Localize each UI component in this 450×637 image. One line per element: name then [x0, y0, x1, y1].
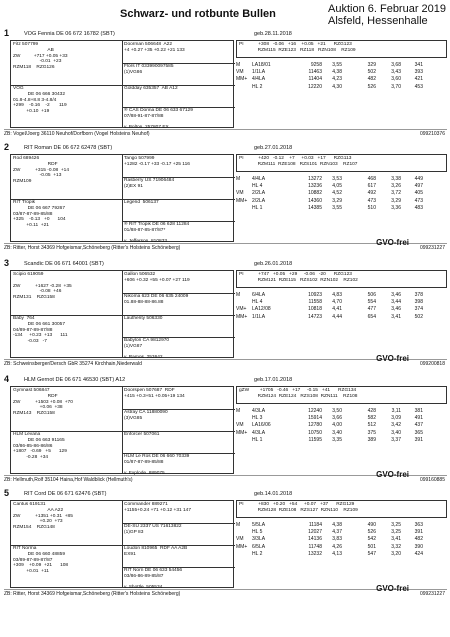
breeder-id: 099160885 [419, 477, 445, 483]
breeder-text: ZB: Hellmuth,Rolf 35104 Haina,Hof Waldblick (Hellmuth's) [4, 477, 133, 483]
performance-cell: 3,29 [391, 197, 401, 204]
performance-cell: 4/3LA [252, 429, 266, 436]
performance-cell: 3,43 [391, 69, 401, 76]
performance-cell: 5/5LA [252, 522, 266, 528]
performance-panel [236, 40, 447, 128]
sire-dam-cell: Nikoma 623 DE 06 635 24009 01.88-88-88-86.88 [124, 294, 189, 305]
performance-cell: 428 [367, 408, 376, 414]
performance-row [236, 422, 447, 429]
performance-cell: 4/4LA [252, 176, 266, 182]
performance-cell: 11558 [308, 299, 322, 306]
performance-table [236, 62, 447, 91]
performance-cell [236, 551, 252, 558]
performance-cell: 3,50 [332, 408, 342, 414]
performance-cell: 398 [414, 299, 423, 306]
performance-cell: HL 4 [252, 183, 263, 190]
performance-cell: 329 [367, 62, 376, 68]
performance-cell: 3,35 [332, 436, 342, 443]
performance-cell: 3,09 [391, 415, 401, 422]
performance-cell: 437 [414, 422, 423, 429]
performance-panel [236, 500, 447, 588]
performance-cell: 497 [414, 183, 423, 190]
performance-cell: 4,38 [332, 69, 342, 76]
performance-cell: 4,26 [332, 543, 342, 550]
performance-cell: 4,00 [332, 422, 342, 429]
dam-cell: RIT Norma DE 06 660 48859 03/89-87-89-87/87 +309 +0.09 +21 108 +0.01 +11 [13, 546, 69, 575]
breeding-values: PI +830 +0.20 +54 +0.07 +37 RZG129 RZM128 RZE108 RZS127 RZN110 RZ109 [236, 500, 447, 518]
sire-cell: Gymnast 506847 RDF ZW +1503 +0.08 +70 +0.06 +38 RZM143 RZG158 [13, 388, 73, 417]
performance-cell: 1/1LA [252, 313, 266, 320]
performance-cell: 3,66 [332, 415, 342, 422]
performance-cell: 506 [367, 292, 376, 298]
performance-cell: M [236, 408, 241, 414]
performance-cell: HL 5 [252, 529, 263, 536]
performance-cell: 492 [367, 190, 376, 197]
performance-cell: 3,37 [391, 436, 401, 443]
performance-cell: 3,72 [391, 190, 401, 197]
performance-cell: 3,60 [391, 76, 401, 83]
performance-row [236, 176, 447, 183]
performance-cell: 424 [414, 550, 423, 557]
performance-cell: HL 2 [252, 550, 263, 557]
performance-cell: MM+ [236, 429, 248, 436]
performance-cell: VM [236, 190, 244, 197]
lot-number: 4 [4, 374, 10, 384]
birth-date: geb.14.01.2018 [254, 491, 293, 497]
dam-dam-cell: ® RIT Tropik DE 06 628 11284 01/88-87-85-87/87* v. Jefferson 810833 [124, 222, 190, 243]
performance-cell: VM+ [236, 306, 247, 313]
bull-name: RIT Roman DE 06 672 62478 (SBT) [24, 145, 113, 151]
performance-cell: HL 3 [252, 415, 263, 422]
gvo-badge: GVO-frei [376, 584, 409, 593]
performance-cell: 3,83 [332, 536, 342, 543]
performance-cell: 4,23 [332, 76, 342, 83]
performance-cell: 4,41 [332, 306, 342, 313]
performance-cell: LA18/01 [252, 62, 271, 68]
performance-cell: 502 [414, 313, 423, 320]
performance-cell: 363 [414, 522, 423, 528]
performance-cell: 10882 [308, 190, 322, 197]
performance-cell: 502 [367, 69, 376, 76]
performance-cell: 374 [414, 306, 423, 313]
auction-info [328, 3, 446, 27]
breeder-line [4, 238, 447, 251]
performance-cell: 2/2LA [252, 190, 266, 197]
performance-cell: 341 [414, 62, 423, 68]
breeding-values: PI +308 -0.06 +16 +0.05 +21 RZG123 RZM115 RZE123 RZ118 RZN108 RZ109 [236, 40, 447, 58]
sire-dam-cell: Flors IT 033990097585 (1)VG86 [124, 64, 174, 75]
performance-cell: MM+ [236, 76, 248, 83]
performance-cell: 482 [367, 76, 376, 83]
performance-cell: 654 [367, 313, 376, 320]
performance-cell: 14136 [308, 536, 322, 543]
performance-cell: 391 [414, 436, 423, 443]
performance-row [236, 183, 447, 190]
performance-row [236, 205, 447, 212]
performance-cell: 3,46 [391, 292, 401, 298]
performance-cell: 11184 [308, 522, 322, 528]
performance-row [236, 314, 447, 321]
gvo-badge: GVO-frei [376, 238, 409, 247]
breeder-text: ZB: Ritter, Horst 34369 Hofgeismar,Schöneberg (Ritter's Holsteins Schöneberg) [4, 245, 181, 251]
performance-cell: 501 [367, 543, 376, 550]
performance-cell: VM [236, 536, 244, 543]
performance-panel [236, 386, 447, 474]
pedigree-box [10, 40, 234, 128]
performance-cell: 365 [414, 429, 423, 436]
dam-sire-cell: Loudon 810965 RDF AA A2B EX91 [124, 546, 188, 557]
lot-number: 5 [4, 488, 10, 498]
sire-cell: Scipio 619059 ZW +1627 -0.28 +35 -0.08 +46 RZM131 RZG158 [13, 272, 72, 301]
performance-cell [236, 84, 252, 91]
performance-row [236, 292, 447, 299]
performance-row [236, 69, 447, 76]
performance-cell: 554 [367, 299, 376, 306]
bull-name: HLM Gernot DE 06 671 46530 (SBT) A12 [24, 377, 126, 383]
sire-sire-cell: Tango 507999 +1282 -0.17 +33 -0.17 +25 116 [124, 156, 190, 167]
performance-cell: 510 [367, 204, 376, 211]
breeding-values: PI +420 -0.12 +7 +0.03 +17 RZG113 RZM111 RZE108 RZS101 RZN103 RZ107 [236, 154, 447, 172]
performance-row [236, 522, 447, 529]
auction-date: Auktion 6. Februar 2019 [328, 3, 447, 15]
performance-cell: 449 [414, 176, 423, 182]
performance-row [236, 299, 447, 306]
header-title: Schwarz- und rotbunte Bullen [120, 8, 276, 20]
performance-cell: 4,30 [332, 83, 342, 90]
performance-cell: 3,42 [391, 422, 401, 429]
performance-cell: 482 [414, 536, 423, 543]
performance-cell [236, 299, 252, 306]
dam-cell: Baby 764 DE 06 661 30057 04/89-87-89-87/88 -134 +0.23 +13 111 -0.03 -7 [13, 316, 68, 345]
performance-row [236, 536, 447, 543]
breeder-line [4, 584, 447, 597]
performance-cell: 473 [414, 197, 423, 204]
sire-sire-cell: Doorman 506648 A22 +4 +0.27 +35 +0.22 +21 133 [124, 42, 185, 53]
sire-cell: Cantus 619131 AA A22 ZW +1351 +0.31 +85 +0.20 +73 RZM154 RZG148 [13, 502, 73, 531]
lot-entry [4, 30, 447, 150]
performance-cell: 3,40 [391, 429, 401, 436]
performance-cell: HL 1 [252, 204, 263, 211]
sire-dam-cell: DE-SU 2337 US 71613822 (1)GP 83 [124, 524, 182, 535]
performance-table [236, 292, 447, 321]
dam-dam-cell: HLM Le Ros DE 06 660 70339 01/87-87-89-85/88 v. Explode 889075 [124, 454, 190, 475]
breeder-id: 099210376 [419, 131, 445, 137]
performance-row [236, 437, 447, 444]
performance-cell: 10818 [308, 306, 322, 313]
performance-cell: 3/3LA [252, 536, 266, 543]
dam-dam-cell: ® CAS Dorina DE 06 633 67129 07/88-91-87-87/88 v. Bolton 257807 EX [124, 108, 193, 129]
performance-cell: 390 [414, 543, 423, 550]
pedigree-box [10, 500, 234, 588]
performance-cell: 393 [414, 69, 423, 76]
performance-cell: 381 [414, 408, 423, 414]
performance-cell: MM+ [236, 543, 248, 550]
breeding-values: gZW +1705 -0.46 +17 -0.15 +41 RZG134 RZM124 RZE124 RZS108 RZN111 RZ108 [236, 386, 447, 404]
performance-cell: 389 [367, 436, 376, 443]
performance-row [236, 198, 447, 205]
performance-cell: M [236, 522, 241, 528]
sire-dam-cell: Astray CA 11880090 (3)VG85 [124, 410, 168, 421]
performance-cell: 6/4LA [252, 292, 266, 298]
performance-row [236, 408, 447, 415]
performance-cell: 2/2LA [252, 197, 266, 204]
auction-location: Alsfeld, Hessenhalle [328, 15, 428, 27]
lot-number: 2 [4, 142, 10, 152]
performance-cell: 477 [367, 306, 376, 313]
dam-cell: VOG DE 06 666 30432 01.8-4.8+8.8 3-4.8/4 +299 -0.16 -2 119 +0.10 +19 [13, 86, 67, 115]
birth-date: geb.27.01.2018 [254, 145, 293, 151]
performance-cell: 547 [367, 550, 376, 557]
performance-cell: 3,32 [391, 543, 401, 550]
performance-cell: 10750 [308, 429, 322, 436]
performance-panel [236, 154, 447, 242]
performance-cell: 10923 [308, 292, 322, 298]
breeder-line [4, 129, 447, 137]
performance-row [236, 430, 447, 437]
performance-row [236, 306, 447, 313]
performance-cell: HL 1 [252, 436, 263, 443]
lot-entry [4, 490, 447, 610]
performance-row [236, 415, 447, 422]
performance-table [236, 176, 447, 212]
performance-cell: 3,46 [391, 306, 401, 313]
dam-sire-cell: Lautherity 506330 [124, 316, 163, 321]
performance-row [236, 529, 447, 536]
gvo-badge: GVO-frei [376, 470, 409, 479]
sire-sire-cell: Doorspen 507687 RDF +415 +0.3+51 +0.05+19 134 [124, 388, 185, 399]
breeder-id: 099231227 [419, 591, 445, 597]
performance-cell: M [236, 176, 241, 182]
performance-cell: 375 [367, 429, 376, 436]
performance-table [236, 522, 447, 558]
performance-cell: 526 [367, 83, 376, 90]
performance-cell: VM [236, 69, 244, 76]
performance-cell: HL 2 [252, 83, 263, 90]
performance-cell: HL 4 [252, 299, 263, 306]
breeder-text: ZB: Ritter, Horst 34369 Hofgeismar,Schöneberg (Ritter's Holsteins Schöneberg) [4, 591, 181, 597]
performance-cell: 391 [414, 529, 423, 536]
performance-cell: 512 [367, 422, 376, 429]
performance-cell: 3,55 [332, 204, 342, 211]
performance-cell: 12027 [308, 529, 322, 536]
dam-sire-cell: Legend 506137 [124, 200, 159, 205]
performance-cell: 13232 [308, 550, 322, 557]
performance-cell: 12780 [308, 422, 322, 429]
sire-sire-cell: Commander 889271 +1155+0.24 +71 +0.12 +31 147 [124, 502, 191, 513]
sire-cell: Fitz 507799 AB ZW +717 +0.05 +33 -0.01 +23 RZM118 RZG126 [13, 42, 68, 71]
performance-cell: 3,25 [391, 522, 401, 528]
lot-entry [4, 142, 447, 268]
gvo-badge: GVO-frei [376, 354, 409, 363]
dam-dam-cell: RIT Norn DE 06 633 54456 03/86-86-89-85/87 v. Shottle 505534 [124, 568, 183, 589]
breeder-line [4, 354, 447, 367]
performance-cell: 3,36 [391, 204, 401, 211]
performance-cell [236, 529, 252, 536]
performance-row [236, 544, 447, 551]
performance-cell [236, 415, 252, 422]
performance-row [236, 190, 447, 197]
dam-sire-cell: Enforcer 507061 [124, 432, 160, 437]
performance-cell: 3,70 [391, 83, 401, 90]
performance-cell: 15914 [308, 415, 322, 422]
birth-date: geb.28.11.2018 [254, 31, 292, 37]
performance-cell: 13236 [308, 183, 322, 190]
performance-cell: 490 [367, 522, 376, 528]
performance-cell: VM [236, 422, 244, 429]
breeder-text: ZB: Vogel/Joerg 36110 Neuhof/Dorfborn (Vogel Holsteins Neuhof) [4, 131, 150, 137]
lot-number: 1 [4, 28, 10, 38]
breeding-values: PI +747 +0.05 +29 -0.06 -20 RZG123 RZM121 RZE115 RZS102 RZN102 RZ102 [236, 270, 447, 288]
lot-entry [4, 258, 447, 384]
performance-cell: 4,38 [332, 522, 342, 528]
breeder-line [4, 470, 447, 483]
breeder-id: 099200818 [419, 361, 445, 367]
sire-cell: Rod 689426 RDF ZW +315 -0.08 +14 -0.05 +13 RZM109 [13, 156, 69, 185]
performance-cell: 4,70 [332, 299, 342, 306]
dam-sire-cell: Goldday 635357 AB A12 [124, 86, 178, 91]
performance-cell: 468 [367, 176, 376, 182]
performance-cell: 4,13 [332, 550, 342, 557]
performance-row [236, 84, 447, 91]
birth-date: geb.17.01.2018 [254, 377, 293, 383]
performance-cell: 3,41 [391, 536, 401, 543]
performance-cell [236, 205, 252, 212]
performance-cell: 6/5LA [252, 543, 266, 550]
performance-cell: 14723 [308, 313, 322, 320]
breeder-id: 099231227 [419, 245, 445, 251]
performance-cell: 483 [414, 204, 423, 211]
performance-cell: 12240 [308, 408, 322, 414]
performance-cell: 11463 [308, 69, 322, 76]
performance-cell: 4/3LA [252, 408, 266, 414]
performance-cell: 3,55 [332, 62, 342, 68]
performance-cell: 1/1LA [252, 69, 266, 76]
performance-cell: 421 [414, 76, 423, 83]
performance-cell: M [236, 62, 241, 68]
performance-cell: 4,05 [332, 183, 342, 190]
performance-cell: 3,25 [391, 529, 401, 536]
performance-cell: 4,37 [332, 529, 342, 536]
performance-cell: 9258 [310, 62, 322, 68]
dam-cell: HLM Levana DE 06 663 91165 03/86-85-86-86/86 +1807 -0.69 +5 129 -0.28 +34 [13, 432, 67, 461]
performance-panel [236, 270, 447, 358]
performance-cell: 3,53 [332, 176, 342, 182]
performance-cell: 13272 [308, 176, 322, 182]
performance-cell: 3,11 [391, 408, 401, 414]
performance-cell: 582 [367, 415, 376, 422]
performance-cell: 405 [414, 190, 423, 197]
sire-dam-cell: Rasberry US 71906484 (2)EX 91 [124, 178, 175, 189]
performance-cell: 3,20 [391, 550, 401, 557]
dam-dam-cell: Babylon CA 9812970 (1)VG87 v. Ramos 253642 [124, 338, 170, 359]
performance-cell: 3,38 [391, 176, 401, 182]
performance-row [236, 76, 447, 83]
performance-cell: 4,83 [332, 292, 342, 298]
performance-cell: 3,41 [391, 313, 401, 320]
performance-cell: 526 [367, 529, 376, 536]
bull-name: Scandic DE 06 671 64001 (SBT) [24, 261, 104, 267]
bull-name: RIT Cord DE 06 671 62476 (SBT) [24, 491, 107, 497]
performance-cell: 12220 [308, 83, 322, 90]
performance-cell: 14360 [308, 197, 322, 204]
performance-cell: 3,44 [391, 299, 401, 306]
performance-cell: 3,40 [332, 429, 342, 436]
performance-cell [236, 183, 252, 190]
performance-cell: 491 [414, 415, 423, 422]
performance-cell: 473 [367, 197, 376, 204]
performance-cell: 11595 [308, 436, 322, 443]
lot-entry [4, 376, 447, 496]
bull-name: VOG Fennia DE 06 672 16782 (SBT) [24, 31, 115, 37]
performance-cell: 3,29 [332, 197, 342, 204]
performance-cell [236, 437, 252, 444]
pedigree-box [10, 270, 234, 358]
performance-cell: 542 [367, 536, 376, 543]
dam-cell: RIT Tropik DE 06 667 79267 03/87-87-89-85/88 +325 -0.13 +0 104 +0.11 +21 [13, 200, 66, 229]
performance-cell: 11404 [308, 76, 322, 83]
performance-cell: 4/4LA [252, 76, 266, 83]
performance-cell: 14385 [308, 204, 322, 211]
performance-cell: MM+ [236, 197, 248, 204]
performance-cell: 3,68 [391, 62, 401, 68]
performance-cell: 3,26 [391, 183, 401, 190]
performance-row [236, 62, 447, 69]
performance-cell: M [236, 292, 241, 298]
performance-cell: 11748 [308, 543, 322, 550]
performance-cell: 378 [414, 292, 423, 298]
performance-cell: 453 [414, 83, 423, 90]
performance-cell: 4,44 [332, 313, 342, 320]
performance-cell: LA12/08 [252, 306, 271, 313]
performance-cell: LA16/06 [252, 422, 271, 429]
breeder-text: ZB: Schweinsberger/Dersch GbR 35274 Kirchhain,Niederwald [4, 361, 142, 367]
pedigree-box [10, 154, 234, 242]
pedigree-box [10, 386, 234, 474]
lot-number: 3 [4, 258, 10, 268]
performance-row [236, 551, 447, 558]
sire-sire-cell: Gallon 506532 +606 +0.32 +55 +0.07 +27 119 [124, 272, 190, 283]
performance-table [236, 408, 447, 444]
performance-cell: 4,52 [332, 190, 342, 197]
birth-date: geb.26.01.2018 [254, 261, 293, 267]
performance-cell: MM+ [236, 313, 248, 320]
performance-cell: 617 [367, 183, 376, 190]
